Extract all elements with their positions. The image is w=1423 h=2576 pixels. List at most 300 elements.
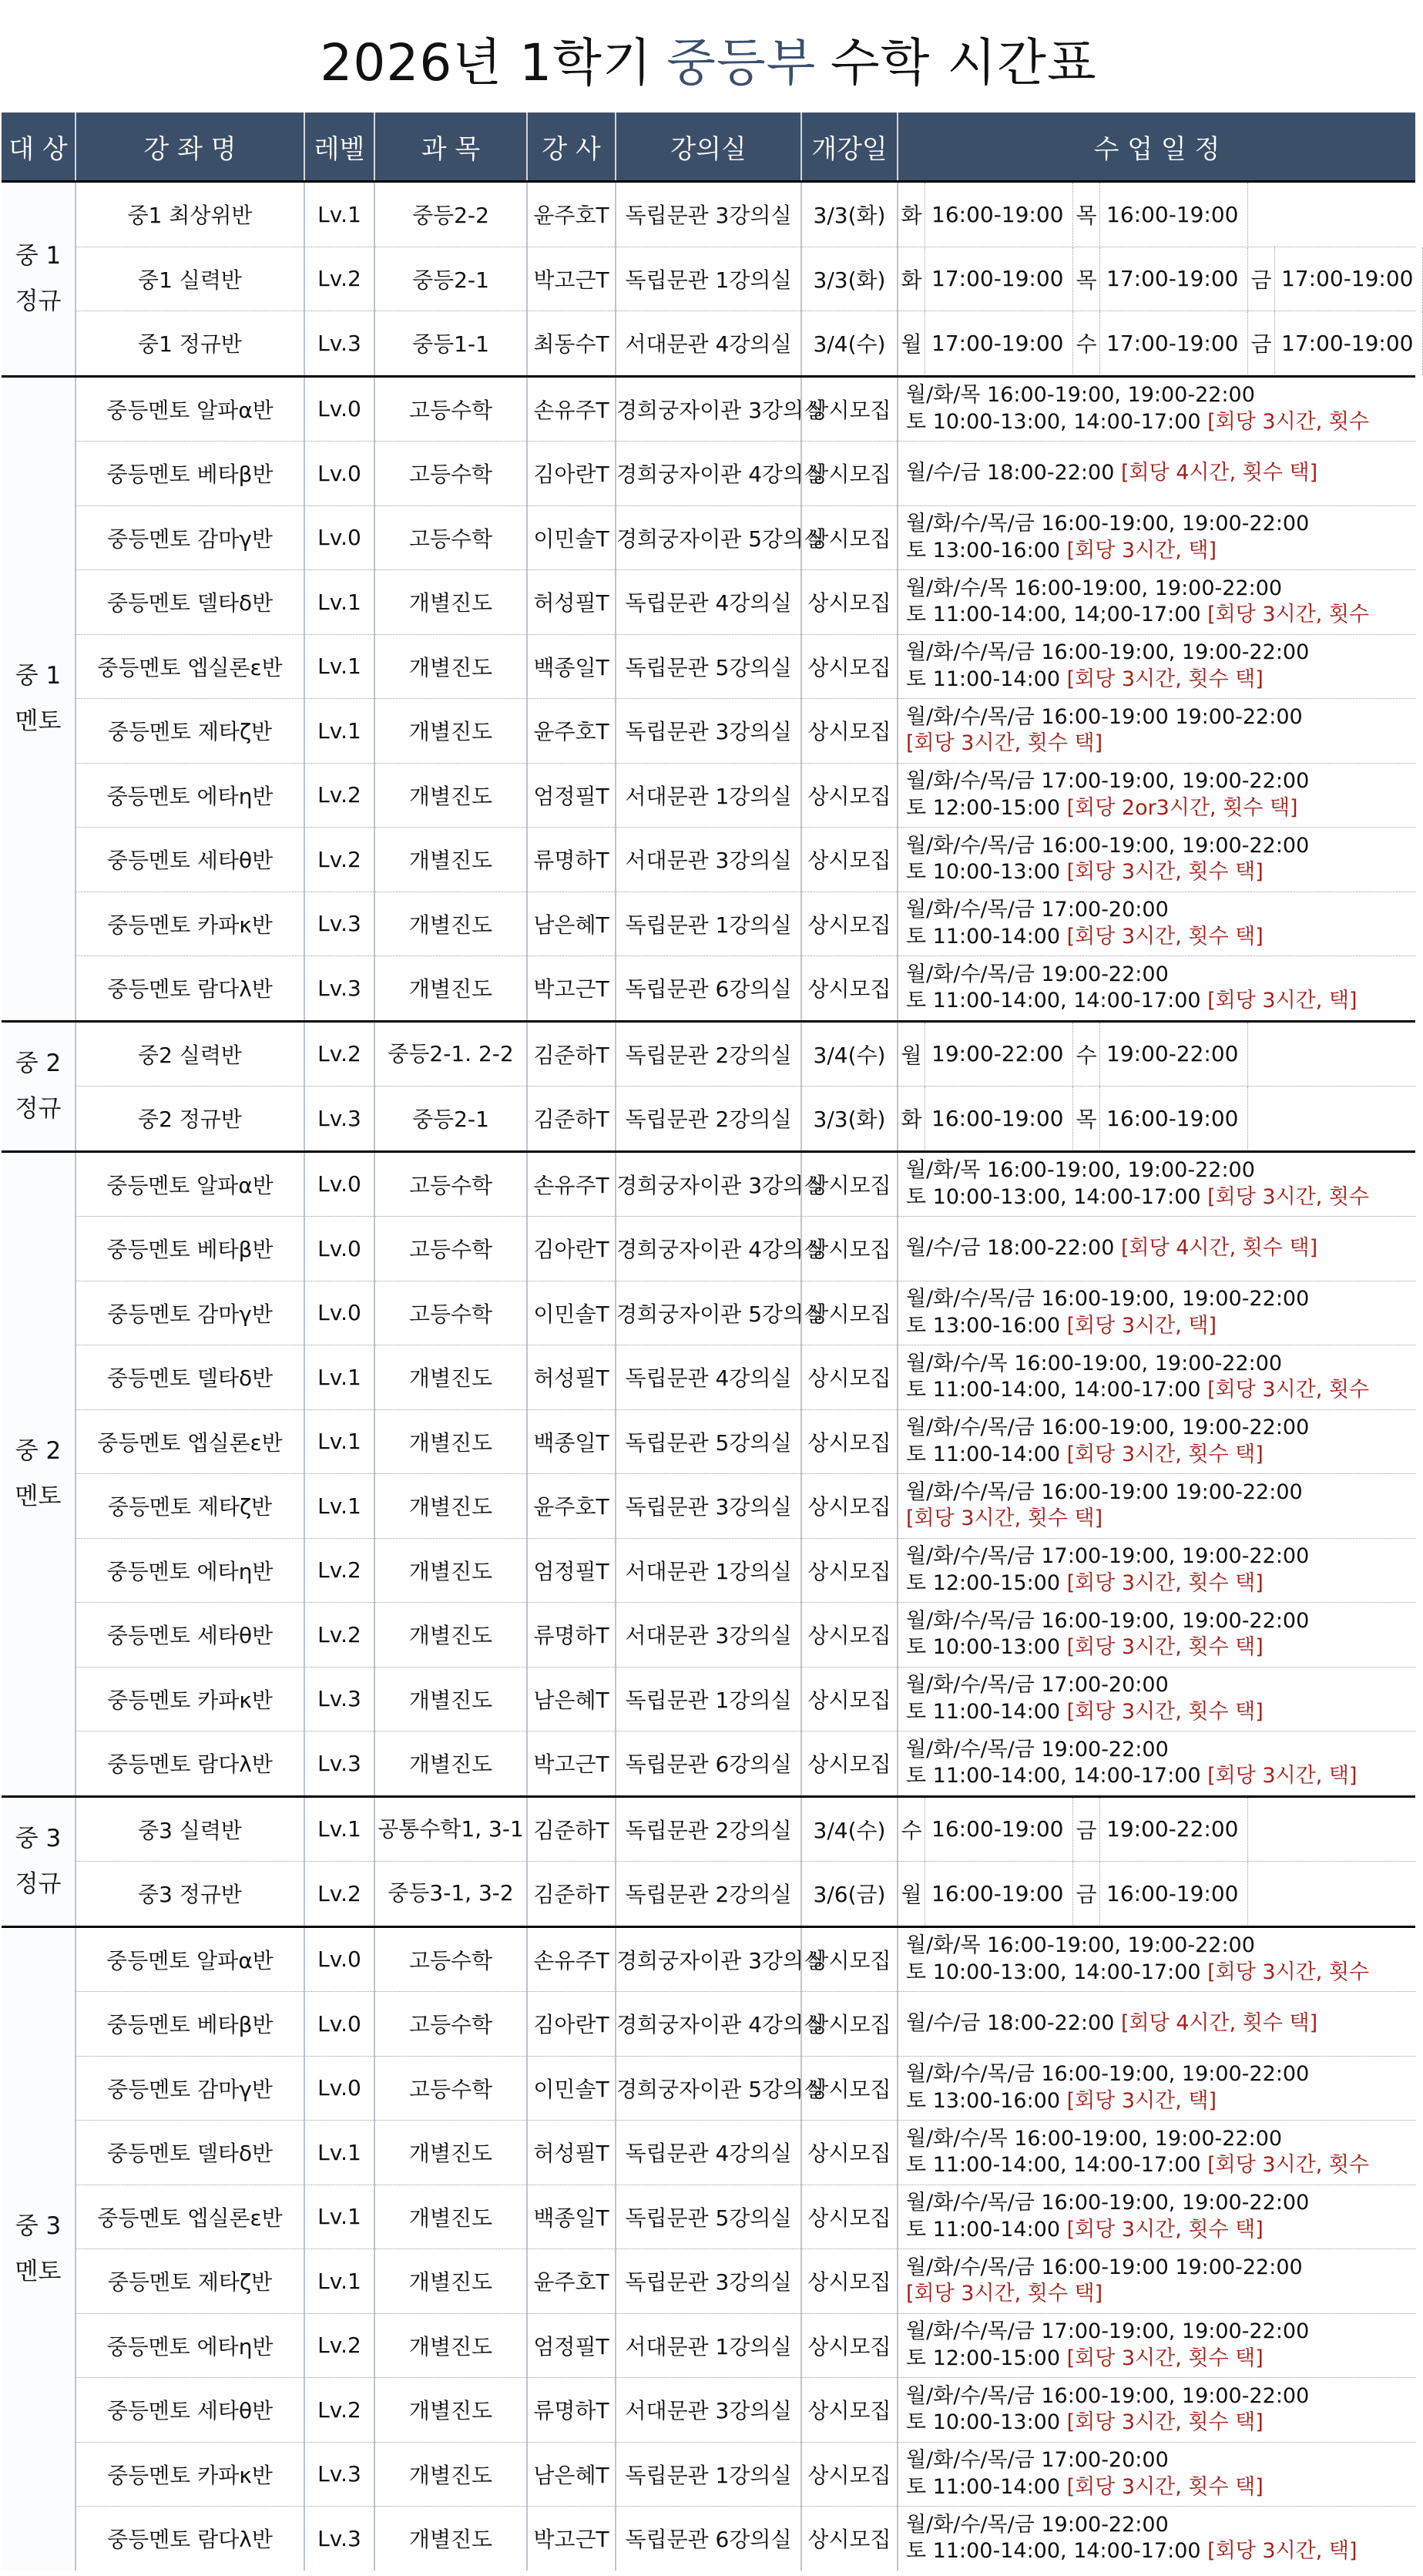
schedule-line-1 (906, 576, 1415, 603)
schedule-note (898, 2255, 1415, 2308)
start-date: 상시모집 (801, 1151, 898, 1217)
schedule (898, 763, 1415, 828)
schedule-text: 월/화/수/목/금 16:00-19:00, 19:00-22:00 (906, 1608, 1310, 1633)
subject: 공통수학1, 3-1 (374, 1796, 527, 1862)
level: Lv.0 (304, 1217, 374, 1281)
table-row (2, 2442, 1415, 2507)
course-name: 중3 실력반 (76, 1796, 304, 1862)
schedule-line-1 (906, 2319, 1415, 2346)
subject: 고등수학 (374, 1281, 527, 1345)
schedule-text: 월/수/금 18:00-22:00 (906, 460, 1121, 485)
schedule (898, 505, 1415, 570)
room: 서대문관 3강의실 (616, 828, 801, 892)
schedule (898, 1992, 1415, 2057)
schedule-note-red: [회당 3시간, 횟수 택] (1066, 1635, 1264, 1660)
schedule-text: 토 10:00-13:00 (906, 1635, 1067, 1660)
course-name: 중등멘토 감마γ반 (76, 2056, 304, 2121)
schedule-line-1 (906, 1479, 1415, 1506)
schedule-note-red: [회당 3시간, 횟수 택] (906, 1506, 1103, 1531)
teacher: 김준하T (527, 1086, 616, 1152)
schedule-note-red: [회당 3시간, 택] (1066, 2088, 1217, 2113)
subject: 개별진도 (374, 1538, 527, 1603)
table-row (2, 1796, 1415, 1862)
schedule-note (898, 1608, 1415, 1661)
schedule-text: 월/화/목 16:00-19:00, 19:00-22:00 (906, 1933, 1255, 1958)
table-row (2, 892, 1415, 956)
schedule (898, 1409, 1415, 1474)
teacher: 류명하T (527, 2378, 616, 2443)
level: Lv.1 (304, 2185, 374, 2249)
table-row (2, 1603, 1415, 1668)
schedule-line-1 (906, 2061, 1415, 2088)
start-date: 상시모집 (801, 2185, 898, 2249)
schedule (898, 570, 1415, 635)
level: Lv.0 (304, 1281, 374, 1345)
table-row (2, 442, 1415, 506)
level: Lv.1 (304, 2121, 374, 2185)
schedule-line-2 (906, 1570, 1415, 1597)
group-grade: 중 3 (15, 1824, 62, 1852)
schedule-note (898, 2010, 1415, 2037)
schedule-text: 토 11:00-14:00 (906, 2217, 1067, 2242)
header-start: 개강일 (801, 113, 898, 182)
schedule-note (898, 1543, 1415, 1597)
schedule-note (898, 576, 1415, 629)
table-row (2, 1345, 1415, 1410)
course-name: 중등멘토 감마γ반 (76, 505, 304, 570)
schedule (898, 699, 1415, 764)
teacher: 윤주호T (527, 182, 616, 247)
schedule-note-red: [회당 3시간, 택] (1207, 1764, 1358, 1788)
subject: 개별진도 (374, 2121, 527, 2185)
start-date: 상시모집 (801, 1731, 898, 1797)
start-date: 3/4(수) (801, 1796, 898, 1862)
slot-time: 16:00-19:00 (1100, 1086, 1248, 1150)
schedule-line-2 (906, 2281, 1415, 2308)
timetable-body (2, 182, 1415, 2571)
room: 경희궁자이관 4강의실 (616, 442, 801, 506)
level: Lv.2 (304, 828, 374, 892)
schedule-line-2 (906, 988, 1415, 1015)
schedule (898, 1667, 1415, 1731)
slot-time: 19:00-22:00 (1100, 1023, 1248, 1086)
subject: 개별진도 (374, 1603, 527, 1668)
table-row (2, 2185, 1415, 2249)
level: Lv.2 (304, 1021, 374, 1086)
schedule (898, 442, 1415, 506)
teacher: 엄정필T (527, 2313, 616, 2378)
room: 서대문관 1강의실 (616, 2313, 801, 2378)
subject: 고등수학 (374, 376, 527, 442)
start-date: 상시모집 (801, 570, 898, 635)
schedule-line-2 (906, 1506, 1415, 1533)
room: 경희궁자이관 3강의실 (616, 1926, 801, 1992)
subject: 개별진도 (374, 634, 527, 699)
schedule-line-1 (906, 704, 1415, 731)
schedule (898, 247, 1415, 311)
course-name: 중등멘토 알파α반 (76, 1926, 304, 1992)
subject: 고등수학 (374, 2056, 527, 2121)
table-row (2, 1021, 1415, 1086)
schedule-note-red: [회당 3시간, 횟수 택] (1066, 2346, 1264, 2370)
schedule (898, 1926, 1415, 1992)
level: Lv.0 (304, 376, 374, 442)
course-name: 중등멘토 엡실론ε반 (76, 1409, 304, 1474)
schedule (898, 828, 1415, 892)
schedule-text: 토 11:00-14:00, 14:00-17:00 (906, 989, 1208, 1013)
schedule-slot (898, 311, 1073, 374)
group-label (2, 376, 76, 1021)
slot-day: 화 (898, 247, 925, 311)
course-name: 중등멘토 람다λ반 (76, 956, 304, 1022)
room: 독립문관 4강의실 (616, 570, 801, 635)
schedule-note (898, 511, 1415, 564)
schedule-note (898, 2319, 1415, 2372)
schedule-note-red: [회당 3시간, 횟수 (1207, 1378, 1370, 1402)
schedule-note-red: [회당 3시간, 횟수 택] (1066, 2474, 1264, 2499)
start-date: 상시모집 (801, 1992, 898, 2057)
slot-time: 16:00-19:00 (1100, 183, 1248, 246)
schedule-slot (1073, 311, 1248, 374)
schedule-note-red: [회당 3시간, 횟수 (1207, 1184, 1370, 1209)
schedule-line-2 (906, 1184, 1415, 1211)
schedule-note-red: [회당 3시간, 횟수 택] (1066, 667, 1264, 691)
start-date: 상시모집 (801, 1538, 898, 1603)
schedule-text: 월/화/수/목 16:00-19:00, 19:00-22:00 (906, 2126, 1283, 2151)
schedule-text: 월/화/목 16:00-19:00, 19:00-22:00 (906, 383, 1255, 408)
schedule (898, 1217, 1415, 1281)
schedule-note (898, 2447, 1415, 2500)
schedule-note (898, 1351, 1415, 1404)
schedule-slots (898, 1023, 1415, 1086)
schedule-note-red: [회당 3시간, 택] (1207, 2539, 1358, 2564)
course-name: 중등멘토 베타β반 (76, 1992, 304, 2057)
room: 독립문관 4강의실 (616, 1345, 801, 1410)
subject: 개별진도 (374, 1345, 527, 1410)
table-row (2, 1667, 1415, 1731)
course-name: 중등멘토 델타δ반 (76, 2121, 304, 2185)
group-type: 정규 (15, 1869, 62, 1898)
schedule-note-red: [회당 3시간, 횟수 택] (906, 2282, 1103, 2306)
schedule-line-1 (906, 897, 1415, 924)
start-date: 상시모집 (801, 2056, 898, 2121)
table-row (2, 570, 1415, 635)
schedule-slots (898, 1862, 1415, 1925)
schedule-slot (898, 183, 1073, 246)
subject: 중등3-1, 3-2 (374, 1862, 527, 1927)
start-date: 상시모집 (801, 699, 898, 764)
group-type: 정규 (15, 1094, 62, 1123)
schedule (898, 2378, 1415, 2443)
start-date: 3/4(수) (801, 1021, 898, 1086)
schedule-line-2 (906, 2346, 1415, 2373)
schedule-note (898, 2061, 1415, 2114)
start-date: 3/4(수) (801, 311, 898, 377)
teacher: 김준하T (527, 1796, 616, 1862)
room: 경희궁자이관 4강의실 (616, 1992, 801, 2057)
schedule-text: 월/화/수/목/금 16:00-19:00 19:00-22:00 (906, 704, 1303, 729)
schedule (898, 376, 1415, 442)
table-row (2, 763, 1415, 828)
schedule-note-red: [회당 3시간, 횟수 (1207, 1960, 1370, 1984)
level: Lv.3 (304, 2442, 374, 2507)
schedule-line-1 (906, 2126, 1415, 2153)
schedule-line-2 (906, 409, 1415, 436)
teacher: 백종일T (527, 2185, 616, 2249)
level: Lv.0 (304, 442, 374, 506)
schedule (898, 1731, 1415, 1797)
start-date: 상시모집 (801, 892, 898, 956)
schedule-note-red: [회당 2or3시간, 횟수 택] (1066, 795, 1298, 820)
teacher: 박고근T (527, 956, 616, 1022)
table-row (2, 182, 1415, 247)
room: 경희궁자이관 4강의실 (616, 1217, 801, 1281)
schedule-line-2 (906, 538, 1415, 565)
table-row (2, 2249, 1415, 2314)
schedule-slot (898, 1798, 1073, 1861)
schedule-text: 월/화/수/목/금 17:00-20:00 (906, 2448, 1169, 2473)
page-title (0, 0, 1417, 116)
subject: 고등수학 (374, 1217, 527, 1281)
schedule-text: 월/화/수/목/금 16:00-19:00, 19:00-22:00 (906, 512, 1310, 536)
schedule (898, 956, 1415, 1022)
schedule-line-2 (906, 795, 1415, 822)
schedule-slot (1073, 1086, 1248, 1150)
group-label (2, 1021, 76, 1151)
schedule-text: 월/화/수/목 16:00-19:00, 19:00-22:00 (906, 1351, 1283, 1375)
schedule (898, 634, 1415, 699)
schedule-line-2 (906, 2410, 1415, 2437)
schedule-text: 월/화/수/목/금 16:00-19:00, 19:00-22:00 (906, 2383, 1310, 2408)
slot-day: 월 (898, 311, 925, 374)
schedule (898, 311, 1415, 377)
course-name: 중1 최상위반 (76, 182, 304, 247)
room: 경희궁자이관 3강의실 (616, 1151, 801, 1217)
schedule-slot (898, 247, 1073, 311)
start-date: 상시모집 (801, 1281, 898, 1345)
slot-day: 수 (1073, 311, 1100, 374)
course-name: 중등멘토 알파α반 (76, 1151, 304, 1217)
group-label (2, 1796, 76, 1926)
course-name: 중등멘토 제타ζ반 (76, 2249, 304, 2314)
level: Lv.2 (304, 1603, 374, 1668)
course-name: 중등멘토 감마γ반 (76, 1281, 304, 1345)
teacher: 박고근T (527, 1731, 616, 1797)
schedule-text: 토 13:00-16:00 (906, 538, 1067, 563)
schedule-slot (898, 1862, 1073, 1925)
schedule-text: 토 11:00-14:00, 14:00-17:00 (906, 2539, 1208, 2564)
schedule-text: 토 11:00-14:00 (906, 1699, 1067, 1724)
schedule (898, 2249, 1415, 2314)
course-name: 중등멘토 엡실론ε반 (76, 634, 304, 699)
slot-day: 월 (898, 1862, 925, 1925)
subject: 개별진도 (374, 699, 527, 764)
subject: 개별진도 (374, 2249, 527, 2314)
room: 독립문관 5강의실 (616, 2185, 801, 2249)
table-row (2, 376, 1415, 442)
schedule (898, 1603, 1415, 1668)
subject: 중등2-1 (374, 1086, 527, 1152)
schedule-note-red: [회당 3시간, 택] (1066, 1313, 1217, 1338)
group-type: 정규 (15, 287, 62, 315)
start-date: 상시모집 (801, 634, 898, 699)
level: Lv.1 (304, 1796, 374, 1862)
schedule-text: 토 10:00-13:00, 14:00-17:00 (906, 1184, 1208, 1209)
table-row (2, 828, 1415, 892)
level: Lv.2 (304, 247, 374, 311)
level: Lv.1 (304, 699, 374, 764)
course-name: 중등멘토 알파α반 (76, 376, 304, 442)
teacher: 손유주T (527, 1926, 616, 1992)
course-name: 중등멘토 델타δ반 (76, 1345, 304, 1410)
course-name: 중2 실력반 (76, 1021, 304, 1086)
slot-time: 17:00-19:00 (925, 247, 1073, 311)
level: Lv.1 (304, 634, 374, 699)
schedule-text: 토 10:00-13:00 (906, 860, 1067, 885)
start-date: 상시모집 (801, 1217, 898, 1281)
subject: 개별진도 (374, 1731, 527, 1797)
subject: 중등2-1 (374, 247, 527, 311)
schedule-text: 토 11:00-14:00 (906, 924, 1067, 949)
teacher: 윤주호T (527, 699, 616, 764)
subject: 개별진도 (374, 892, 527, 956)
schedule-text: 토 13:00-16:00 (906, 2088, 1067, 2113)
schedule-line-2 (906, 2474, 1415, 2501)
room: 독립문관 1강의실 (616, 2442, 801, 2507)
schedule-line-1 (906, 962, 1415, 989)
header-target: 대 상 (2, 113, 76, 182)
level: Lv.0 (304, 505, 374, 570)
slot-day: 금 (1073, 1862, 1100, 1925)
schedule-note-red: [회당 3시간, 횟수 택] (1066, 1442, 1264, 1466)
schedule-text: 월/화/수/목/금 19:00-22:00 (906, 962, 1169, 986)
start-date: 3/3(화) (801, 1086, 898, 1152)
schedule-line-1 (906, 768, 1415, 795)
room: 독립문관 3강의실 (616, 2249, 801, 2314)
course-name: 중등멘토 세타θ반 (76, 2378, 304, 2443)
schedule-text: 토 11:00-14:00 (906, 1442, 1067, 1466)
schedule (898, 1021, 1415, 1086)
start-date: 상시모집 (801, 2249, 898, 2314)
schedule-line-2 (906, 2152, 1415, 2179)
course-name: 중등멘토 에타η반 (76, 1538, 304, 1603)
table-row (2, 1731, 1415, 1797)
teacher: 허성필T (527, 570, 616, 635)
teacher: 백종일T (527, 1409, 616, 1474)
header-schedule: 수 업 일 정 (898, 113, 1415, 182)
level: Lv.1 (304, 570, 374, 635)
course-name: 중등멘토 베타β반 (76, 442, 304, 506)
schedule-note (898, 382, 1415, 435)
subject: 개별진도 (374, 2185, 527, 2249)
schedule-line-1 (906, 1933, 1415, 1960)
start-date: 상시모집 (801, 956, 898, 1022)
schedule-text: 토 12:00-15:00 (906, 2346, 1067, 2370)
start-date: 상시모집 (801, 2442, 898, 2507)
slot-day: 수 (898, 1798, 925, 1861)
room: 독립문관 3강의실 (616, 1474, 801, 1539)
schedule-line-2 (906, 2217, 1415, 2244)
room: 독립문관 4강의실 (616, 2121, 801, 2185)
room: 경희궁자이관 3강의실 (616, 376, 801, 442)
schedule-line-2 (906, 924, 1415, 951)
schedule-text: 월/화/수/목/금 16:00-19:00, 19:00-22:00 (906, 640, 1310, 665)
table-row (2, 1086, 1415, 1152)
schedule-slot (898, 1023, 1073, 1086)
course-name: 중등멘토 람다λ반 (76, 1731, 304, 1797)
room: 독립문관 3강의실 (616, 182, 801, 247)
schedule-slot (1073, 183, 1248, 246)
schedule-text: 토 11:00-14:00 (906, 667, 1067, 691)
schedule-note (898, 897, 1415, 950)
course-name: 중등멘토 카파κ반 (76, 892, 304, 956)
slot-day: 목 (1073, 1086, 1100, 1150)
schedule-line-2 (906, 667, 1415, 694)
schedule-text: 토 11:00-14:00, 14:00-17:00 (906, 1378, 1208, 1402)
teacher: 류명하T (527, 1603, 616, 1668)
subject: 개별진도 (374, 1667, 527, 1731)
schedule-note (898, 1415, 1415, 1468)
room: 독립문관 1강의실 (616, 1667, 801, 1731)
course-name: 중1 정규반 (76, 311, 304, 377)
schedule-note (898, 1286, 1415, 1339)
group-label (2, 1926, 76, 2571)
level: Lv.2 (304, 763, 374, 828)
schedule (898, 892, 1415, 956)
table-row (2, 1217, 1415, 1281)
header-level: 레벨 (304, 113, 374, 182)
teacher: 박고근T (527, 247, 616, 311)
subject: 고등수학 (374, 1151, 527, 1217)
subject: 개별진도 (374, 828, 527, 892)
schedule-text: 월/화/수/목/금 16:00-19:00 19:00-22:00 (906, 2255, 1303, 2279)
start-date: 상시모집 (801, 1667, 898, 1731)
title-highlight: 중등부 (666, 32, 817, 92)
schedule-note-red: [회당 3시간, 횟수 택] (1066, 924, 1264, 949)
schedule (898, 1796, 1415, 1862)
room: 서대문관 4강의실 (616, 311, 801, 377)
teacher: 허성필T (527, 2121, 616, 2185)
teacher: 이민솔T (527, 2056, 616, 2121)
schedule-slots (898, 247, 1415, 311)
schedule-text: 토 10:00-13:00, 14:00-17:00 (906, 409, 1208, 434)
teacher: 백종일T (527, 634, 616, 699)
subject: 개별진도 (374, 1474, 527, 1539)
start-date: 상시모집 (801, 2313, 898, 2378)
schedule-text: 월/화/목 16:00-19:00, 19:00-22:00 (906, 1158, 1255, 1183)
slot-time: 17:00-19:00 (1100, 311, 1248, 374)
table-row (2, 634, 1415, 699)
header-teacher: 강 사 (527, 113, 616, 182)
schedule-line-2 (906, 602, 1415, 629)
start-date: 상시모집 (801, 763, 898, 828)
start-date: 상시모집 (801, 828, 898, 892)
schedule-text: 월/화/수/목/금 16:00-19:00, 19:00-22:00 (906, 2191, 1310, 2215)
slot-day: 화 (898, 1086, 925, 1150)
schedule-line-1 (906, 1351, 1415, 1378)
schedule-line-1 (906, 1157, 1415, 1184)
schedule-text: 월/화/수/목/금 16:00-19:00, 19:00-22:00 (906, 833, 1310, 858)
group-grade: 중 3 (15, 2212, 62, 2240)
table-row (2, 505, 1415, 570)
teacher: 최동수T (527, 311, 616, 377)
slot-day: 월 (898, 1023, 925, 1086)
teacher: 손유주T (527, 376, 616, 442)
teacher: 남은혜T (527, 2442, 616, 2507)
schedule-text: 월/화/수/목 16:00-19:00, 19:00-22:00 (906, 576, 1283, 600)
schedule-slot (1073, 247, 1248, 311)
schedule (898, 1862, 1415, 1927)
